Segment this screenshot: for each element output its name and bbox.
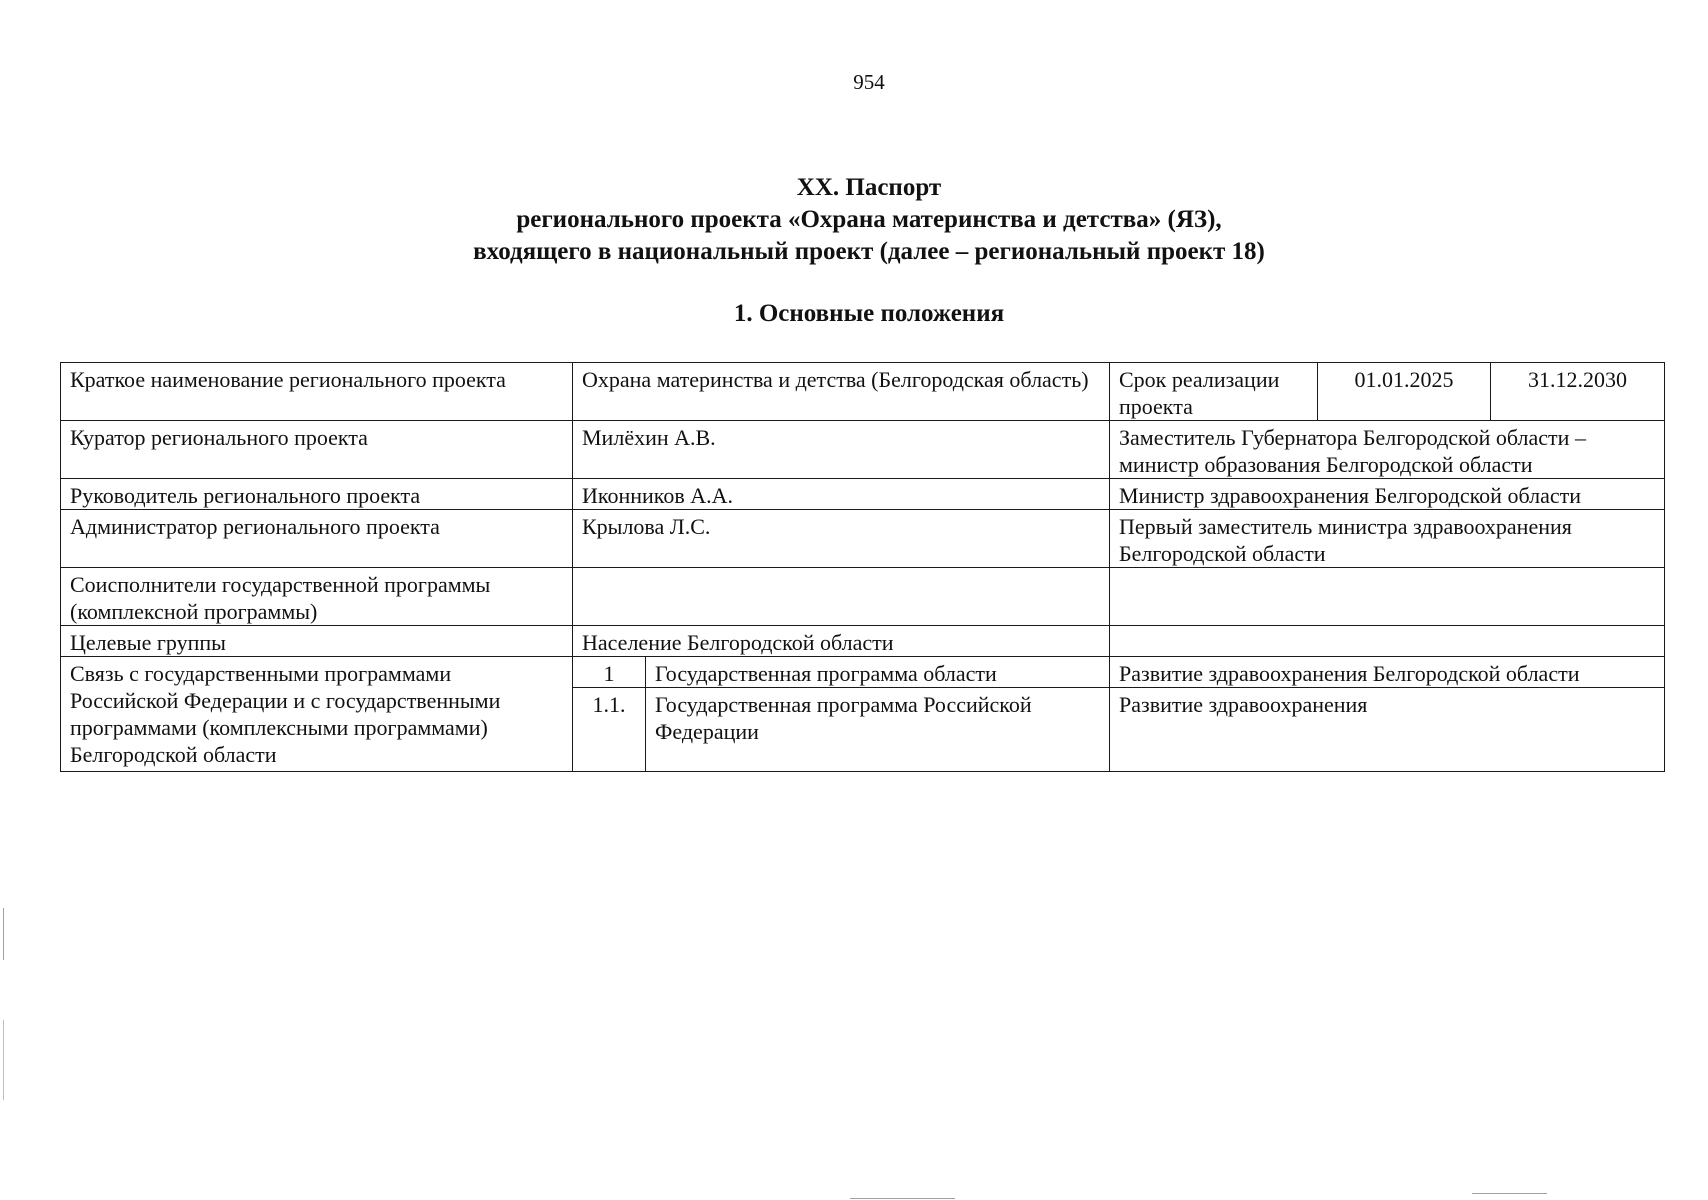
program-number: 1: [573, 657, 646, 688]
program-type: Государственная программа области: [646, 657, 1110, 688]
title-line-3: входящего в национальный проект (далее – региональный проект 18): [473, 238, 1265, 265]
co-executors-extra: [1110, 568, 1665, 626]
table-row: [61, 479, 1665, 510]
section-heading: 1. Основные положения: [733, 300, 1005, 327]
table-row: [61, 363, 1665, 421]
curator-position: Заместитель Губернатора Белгородской области – министр образования Белгородской области: [1110, 421, 1665, 479]
project-short-name: Охрана материнства и детства (Белгородская область): [573, 363, 1110, 421]
program-number: 1.1.: [573, 688, 646, 772]
row-label-administrator: Администратор регионального проекта: [61, 510, 573, 568]
row-label-co-executors: Соисполнители государственной программы (комплексной программы): [61, 568, 573, 626]
end-date: 31.12.2030: [1491, 363, 1665, 421]
row-label-target-groups: Целевые группы: [61, 626, 573, 657]
page-number: 954: [853, 70, 885, 94]
table-row: [61, 421, 1665, 479]
title-line-2: регионального проекта «Охрана материнства и детства» (ЯЗ),: [516, 206, 1222, 233]
table-row: [61, 510, 1665, 568]
program-type: Государственная программа Российской Федерации: [646, 688, 1110, 772]
table-row: [61, 626, 1665, 657]
administrator-name: Крылова Л.С.: [573, 510, 1110, 568]
table-row: [61, 657, 1665, 688]
row-label-curator: Куратор регионального проекта: [61, 421, 573, 479]
start-date: 01.01.2025: [1318, 363, 1491, 421]
curator-name: Милёхин А.В.: [573, 421, 1110, 479]
table-row: [61, 568, 1665, 626]
scan-artifact: [1472, 1193, 1547, 1194]
program-name: Развитие здравоохранения: [1110, 688, 1665, 772]
row-label-short-name: Краткое наименование регионального проекта: [61, 363, 573, 421]
row-label-head: Руководитель регионального проекта: [61, 479, 573, 510]
scan-artifact: [3, 1020, 4, 1100]
document-title: [0, 172, 1708, 268]
passport-table: [60, 362, 1665, 772]
term-label: Срок реализации проекта: [1110, 363, 1318, 421]
head-name: Иконников А.А.: [573, 479, 1110, 510]
program-name: Развитие здравоохранения Белгородской области: [1110, 657, 1665, 688]
title-line-1: XX. Паспорт: [796, 174, 942, 201]
co-executors-value: [573, 568, 1110, 626]
scan-artifact: [850, 1198, 955, 1199]
row-label-program-links: Связь с государственными программами Российской Федерации и с государственными программами (комплексными программами) Белгородской области: [61, 657, 573, 772]
scan-artifact: [3, 908, 4, 960]
target-groups-value: Население Белгородской области: [573, 626, 1110, 657]
head-position: Министр здравоохранения Белгородской области: [1110, 479, 1665, 510]
administrator-position: Первый заместитель министра здравоохранения Белгородской области: [1110, 510, 1665, 568]
target-groups-extra: [1110, 626, 1665, 657]
